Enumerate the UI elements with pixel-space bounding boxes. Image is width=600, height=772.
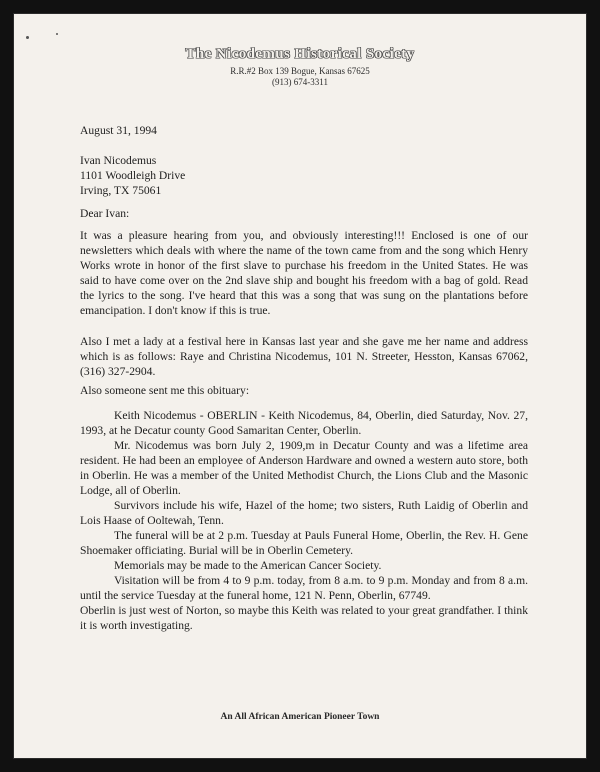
obituary-paragraph: Survivors include his wife, Hazel of the home; two sisters, Ruth Laidig of Oberlin and Lois Haase of Ooltewah, Tenn.: [80, 499, 528, 527]
recipient-name: Ivan Nicodemus: [80, 154, 157, 167]
paragraph-festival: Also I met a lady at a festival here in Kansas last year and she gave me her name and address which is as follows: Raye and Christina Nicodemus, 101 N. Streeter, Hesston, Kansas 67062, (316) 327-2904.: [80, 335, 528, 378]
obituary-paragraph: Mr. Nicodemus was born July 2, 1909,m in Decatur County and was a lifetime area resident. He had been an employee of Anderson Hardware and owned a western auto store, both in Oberlin. He was a member of the United Methodist Church, the Lions Club and the Masonic Lodge, all of Oberlin.: [80, 439, 528, 497]
paragraph-newsletter: It was a pleasure hearing from you, and obviously interesting!!! Enclosed is one of our newsletters which deals with where the name of the town came from and the song which Henry Works wrote in honor of the first slave to purchase his freedom in the United States. He was said to have come over on the 2nd slave ship and bought his freedom with a bag of gold. Read the lyrics to the song. I've heard that this was a song that was sung on the plantations before emancipation. I don't know if this is true.: [80, 229, 528, 317]
closing-paragraph: Oberlin is just west of Norton, so maybe this Keith was related to your great grandfather. I think it is worth investigating.: [80, 604, 528, 632]
paper-speck: [26, 36, 29, 39]
paper-speck: [56, 33, 58, 35]
letterhead-address: R.R.#2 Box 139 Bogue, Kansas 67625: [230, 66, 370, 76]
recipient-city: Irving, TX 75061: [80, 184, 162, 197]
obituary-paragraph: Visitation will be from 4 to 9 p.m. today, from 8 a.m. to 9 p.m. Monday and from 8 a.m. until the service Tuesday at the funeral home, 121 N. Penn, Oberlin, 67749.: [80, 574, 528, 602]
footer-tagline: An All African American Pioneer Town: [220, 712, 380, 722]
obituary-block: [80, 408, 528, 603]
obituary-paragraph: Memorials may be made to the American Cancer Society.: [114, 559, 382, 572]
letter-page: [14, 14, 586, 758]
obituary-paragraph: Keith Nicodemus - OBERLIN - Keith Nicodemus, 84, Oberlin, died Saturday, Nov. 27, 1993, at he Decatur county Good Samaritan Center, Oberlin.: [80, 409, 528, 437]
letter-date: August 31, 1994: [80, 124, 157, 137]
salutation: Dear Ivan:: [80, 207, 130, 220]
recipient-street: 1101 Woodleigh Drive: [80, 169, 186, 182]
recipient-block: [80, 153, 528, 198]
paragraph-obituary-intro: Also someone sent me this obituary:: [80, 384, 250, 397]
obituary-paragraph: The funeral will be at 2 p.m. Tuesday at Pauls Funeral Home, Oberlin, the Rev. H. Gene Shoemaker officiating. Burial will be in Oberlin Cemetery.: [80, 529, 528, 557]
letterhead-org-name: The Nicodemus Historical Society: [185, 46, 415, 62]
letterhead-phone: (913) 674-3311: [272, 77, 328, 87]
